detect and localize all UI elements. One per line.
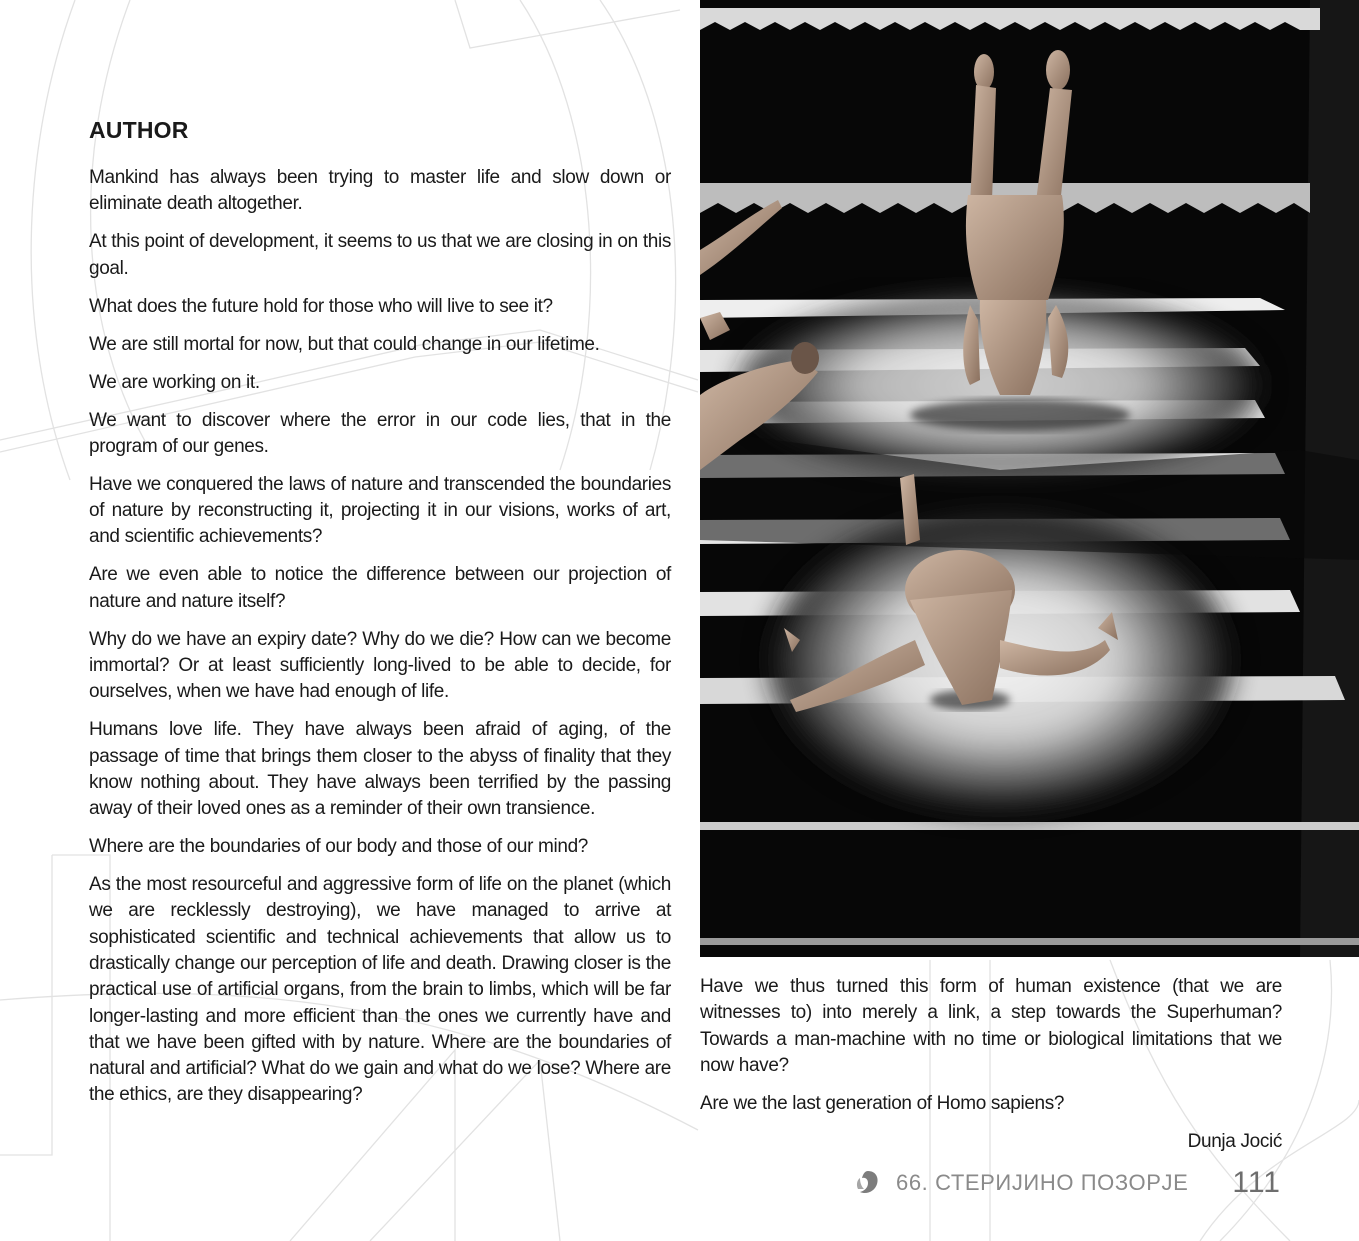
performance-photo (700, 0, 1359, 957)
paragraph: As the most resourceful and aggressive form of life on the planet (which we are recklessly destroying), we have managed to arrive at sophisticated scientific and technical achievements that allow us to drastically change our perception of life and death. Drawing closer is the practical use of artificial organs, from the brain to limbs, which will be far longer-lasting and more efficient than the ones we currently have and that we have been gifted with by nature. Where are the boundaries of natural and artificial? What do we gain and what do we lose? Where are the ethics, are they disappearing? (89, 874, 671, 1106)
article-heading: AUTHOR (89, 117, 189, 143)
paragraph: Are we even able to notice the difference between our projection of nature and nature itself? (89, 564, 671, 612)
festival-logo-icon (854, 1169, 880, 1197)
article-left-column (89, 116, 671, 1120)
paragraph: Have we thus turned this form of human existence (that we are witnesses to) into merely a link, a step towards the Superhuman? Towards a man-machine with no time or biological limitations that we now have? (700, 976, 1282, 1076)
paragraph: What does the future hold for those who will live to see it? (89, 295, 553, 317)
paragraph: We are working on it. (89, 371, 260, 393)
paragraph: Are we the last generation of Homo sapiens? (700, 1092, 1065, 1114)
paragraph: At this point of development, it seems to us that we are closing in on this goal. (89, 231, 671, 279)
paragraph: Where are the boundaries of our body and those of our mind? (89, 836, 589, 858)
page-number: 111 (1232, 1166, 1281, 1199)
paragraph: Have we conquered the laws of nature and transcended the boundaries of nature by reconstructing it, projecting it in our visions, works of art, and scientific achievements? (89, 473, 671, 548)
paragraph: Why do we have an expiry date? Why do we die? How can we become immortal? Or at least sufficiently long-lived to be able to decide, for ourselves, when we have had enough of life. (89, 628, 671, 703)
paragraph: Mankind has always been trying to master life and slow down or eliminate death altogether. (89, 167, 671, 215)
paragraph: We are still mortal for now, but that could change in our lifetime. (89, 333, 600, 355)
author-signature: Dunja Jocić (1187, 1130, 1282, 1152)
paragraph: Humans love life. They have always been afraid of aging, of the passage of time that brings them closer to the abyss of finality that they know nothing about. They have always been terrified by the passing away of their loved ones as a reminder of their own transience. (89, 719, 671, 820)
article-right-column (700, 974, 1282, 1167)
page-footer (854, 1164, 1281, 1202)
festival-name: 66. СТЕРИЈИНО ПОЗОРЈЕ (895, 1170, 1189, 1195)
paragraph: We want to discover where the error in our code lies, that in the program of our genes. (89, 409, 671, 457)
